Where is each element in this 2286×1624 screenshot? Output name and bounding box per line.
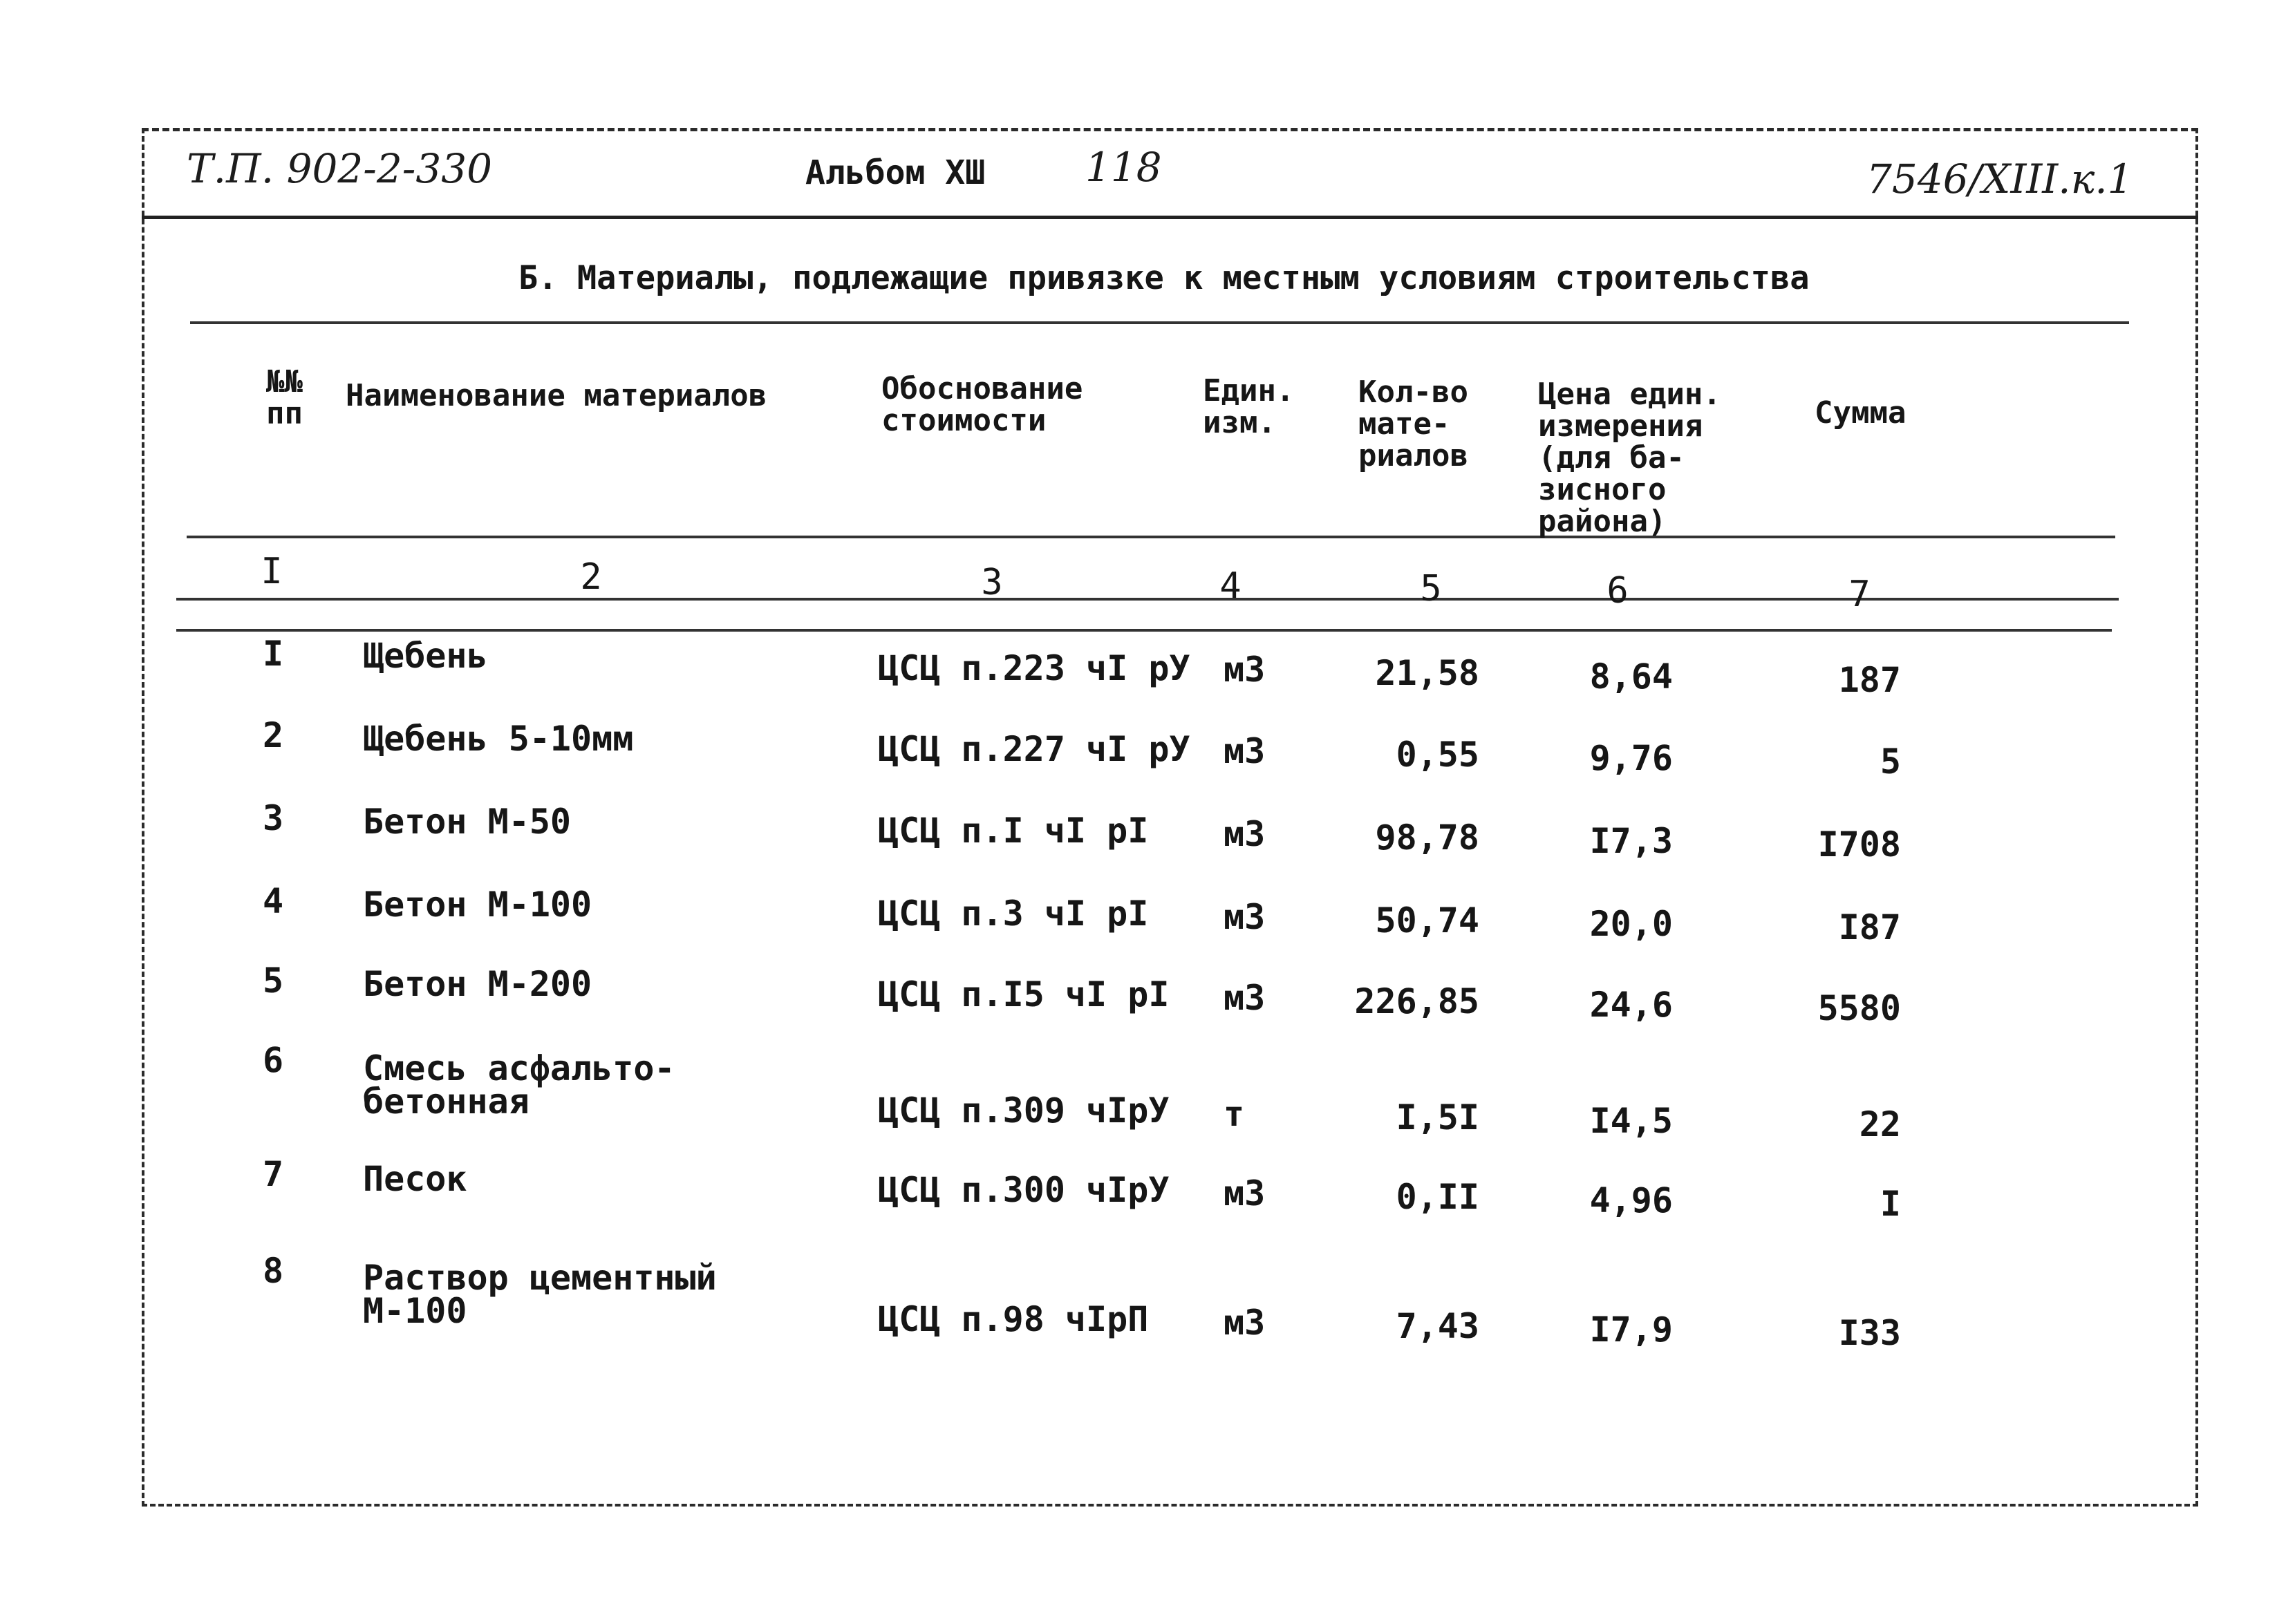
cost-basis: ЦСЦ п.300 чIрУ (878, 1170, 1170, 1210)
table-body-rule (176, 629, 2112, 632)
column-header-quantity: Кол-во мате- риалов (1358, 375, 1468, 473)
cost-basis: ЦСЦ п.98 чIрП (878, 1299, 1149, 1339)
row-number: 4 (262, 881, 284, 921)
unit-price: I7,9 (1589, 1310, 1673, 1350)
unit: м3 (1224, 650, 1266, 690)
section-title: Б. Материалы, подлежащие привязке к местным условиям строительства (518, 259, 1810, 297)
table-header-rule (187, 536, 2115, 538)
column-header-basis: Обоснование стоимости (881, 371, 1083, 438)
sum: I708 (1817, 824, 1901, 865)
quantity: 0,55 (1396, 735, 1479, 775)
unit: м3 (1224, 1173, 1266, 1214)
unit-price: I7,3 (1589, 821, 1673, 861)
material-name: Песок (363, 1159, 467, 1199)
column-number: 3 (981, 562, 1003, 603)
quantity: 21,58 (1375, 653, 1479, 693)
unit-price: 8,64 (1589, 657, 1673, 697)
sum: I87 (1838, 907, 1901, 947)
row-number: I (262, 634, 284, 674)
column-number: 2 (580, 556, 602, 598)
column-header-price: Цена един. измерения (для ба- зисного района) (1538, 377, 1721, 539)
unit: т (1224, 1094, 1245, 1134)
unit-price: 24,6 (1589, 985, 1673, 1025)
column-number: 5 (1420, 568, 1442, 610)
material-name: Раствор цементный М-100 (363, 1258, 717, 1331)
unit: м3 (1224, 978, 1266, 1018)
quantity: 98,78 (1375, 818, 1479, 858)
row-number: 8 (262, 1251, 284, 1291)
unit: м3 (1224, 731, 1266, 771)
cost-basis: ЦСЦ п.309 чIрУ (878, 1090, 1170, 1131)
cost-basis: ЦСЦ п.3 чI рI (878, 894, 1149, 934)
table-top-rule (190, 321, 2129, 324)
row-number: 2 (262, 715, 284, 755)
column-header-unit: Един. изм. (1203, 373, 1295, 440)
unit-price: 9,76 (1589, 738, 1673, 778)
row-number: 7 (262, 1154, 284, 1194)
quantity: 0,II (1396, 1177, 1479, 1217)
material-name: Щебень (363, 636, 488, 676)
column-header-name: Наименование материалов (346, 378, 767, 413)
unit-price: I4,5 (1589, 1101, 1673, 1141)
cost-basis: ЦСЦ п.I чI рI (878, 811, 1149, 851)
column-header-sum: Сумма (1815, 395, 1906, 431)
quantity: 226,85 (1354, 981, 1479, 1021)
unit-price: 4,96 (1589, 1180, 1673, 1220)
sum: 5 (1880, 742, 1901, 782)
unit: м3 (1224, 814, 1266, 854)
column-number: I (261, 551, 283, 592)
cost-basis: ЦСЦ п.227 чI рУ (878, 729, 1190, 769)
material-name: Бетон М-100 (363, 885, 592, 925)
row-number: 6 (262, 1040, 284, 1080)
quantity: I,5I (1396, 1097, 1479, 1137)
unit-price: 20,0 (1589, 904, 1673, 944)
header-divider (142, 216, 2198, 219)
page-number: 118 (1085, 144, 1162, 191)
sum: I (1880, 1184, 1901, 1224)
sum: 5580 (1817, 988, 1901, 1028)
row-number: 5 (262, 961, 284, 1001)
material-name: Бетон М-50 (363, 802, 572, 842)
material-name: Бетон М-200 (363, 964, 592, 1004)
sum: 22 (1859, 1104, 1901, 1144)
column-number: 7 (1848, 574, 1871, 615)
unit: м3 (1224, 897, 1266, 937)
cost-basis: ЦСЦ п.I5 чI рI (878, 974, 1170, 1014)
column-number: 4 (1219, 565, 1242, 607)
sum: I33 (1838, 1313, 1901, 1353)
column-number: 6 (1606, 570, 1629, 612)
inventory-number: 7546/XIII.к.1 (1866, 155, 2133, 202)
material-name: Смесь асфальто- бетонная (363, 1048, 675, 1122)
material-name: Щебень 5-10мм (363, 719, 634, 759)
unit: м3 (1224, 1303, 1266, 1343)
cost-basis: ЦСЦ п.223 чI рУ (878, 648, 1190, 688)
column-header-number: №№ пп (266, 364, 303, 431)
quantity: 50,74 (1375, 900, 1479, 941)
row-number: 3 (262, 798, 284, 838)
quantity: 7,43 (1396, 1306, 1479, 1346)
album-label: Альбом ХШ (805, 153, 986, 192)
project-code: Т.П. 902-2-330 (187, 145, 493, 192)
sum: 187 (1838, 660, 1901, 700)
